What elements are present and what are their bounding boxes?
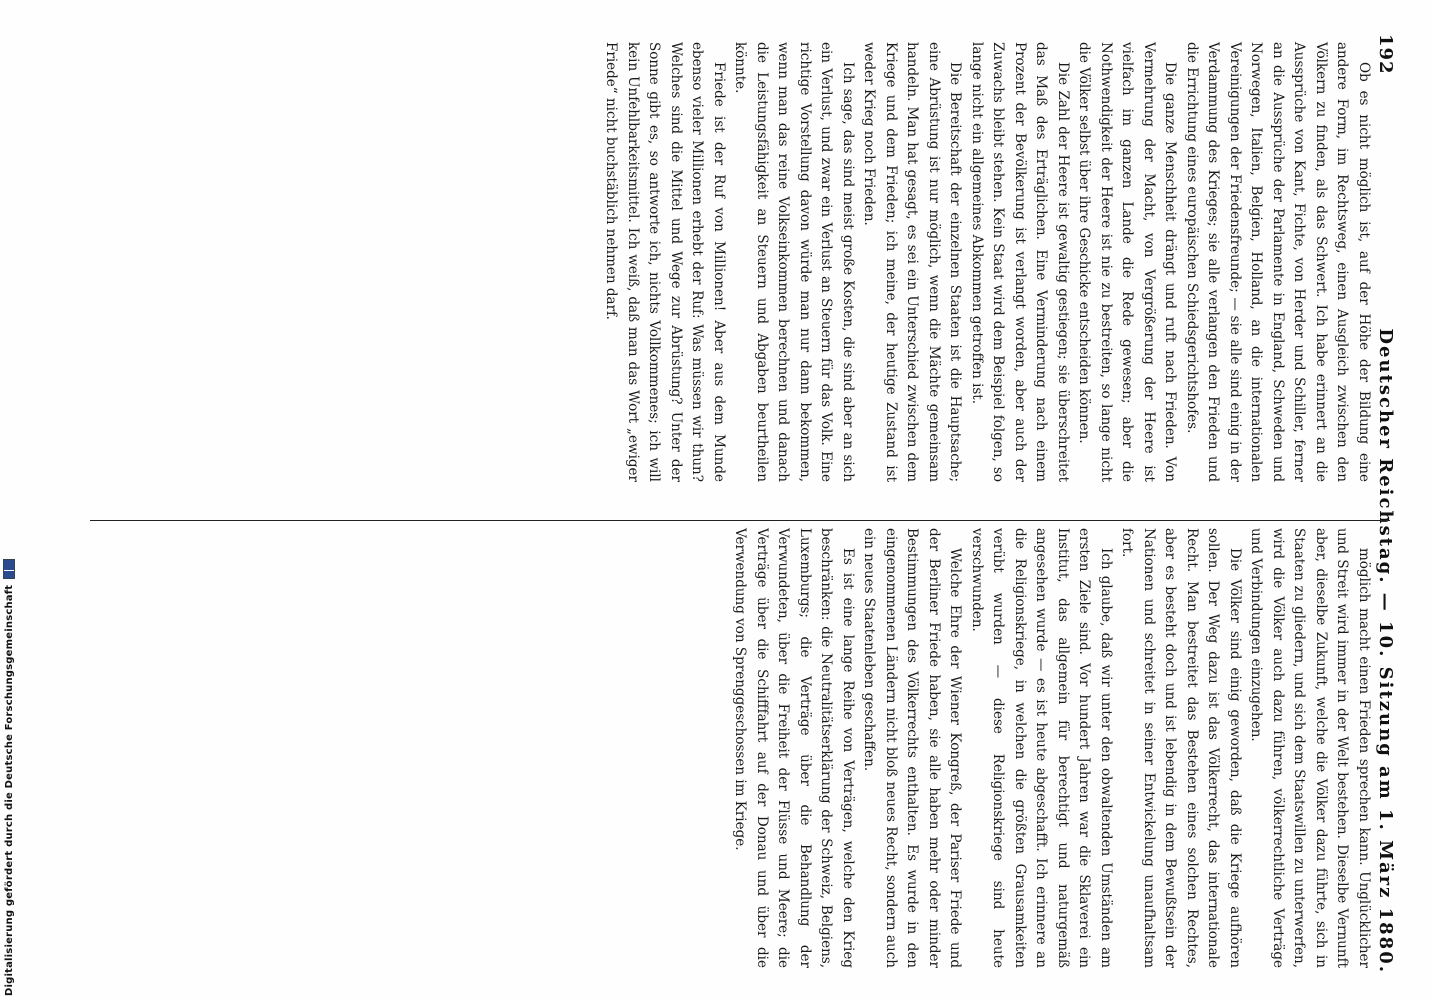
digitization-footer — [2, 6, 16, 996]
page-number: 192 — [1375, 34, 1397, 75]
column-divider — [90, 520, 1390, 521]
page-title: Deutscher Reichstag. — 10. Sitzung am 1. März 1880. — [1375, 328, 1397, 974]
paragraph: Ich sage, das sind meist große Kosten, die sind aber an sich ein Verlust, und zwar ein Verlust an Steuern für das Volk. Eine richtige Vorstellung davon würde man nur dann bekommen, wenn man das reine Volkseinkommen berechnen und danach die Leistungsfähigkeit an Steuern und Abgaben beurtheilen könnte. — [732, 42, 856, 482]
paragraph: möglich macht einen Frieden sprechen kann. Unglücklicher und Streit wird immer in der Welt bestehen. Dieselbe Vernunft aber, dieselbe Zukunft, welche die Völker dazu führte, sich in Staaten zu gliedern, und sich dem Staatswillen zu unterwerfen, wird die Völker auch dazu führen, völkerrechtliche Verträge und Verbindungen einzugehen. — [1248, 528, 1372, 968]
text-column-left — [524, 42, 1374, 482]
paragraph: Ob es nicht möglich ist, auf der Höhe der Bildung eine andere Form, im Rechtsweg, einen Ausgleich zwischen den Völkern zu finden, als das Schwert. Ich habe erinnert an die Aussprüche von Kant, Fichte, von Herder und Schiller, ferner an die Aussprüche der Parlamente in England, Schweden und Norwegen, Italien, Belgien, Holland, an die internationalen Vereinigungen der Friedensfreunde; — sie alle sind einig in der Verdammung des Krieges; sie alle verlangen den Frieden und die Errichtung eines europäischen Schiedsgerichtshofes. — [1184, 42, 1372, 482]
paragraph: Friede ist der Ruf von Millionen! Aber aus dem Munde ebenso vieler Millionen erhebt der Ruf: Was müssen wir thun? Welches sind die Mittel und Wege zur Abrüstung? Unter der Sonne gibt es, so antworte ich, nichts Vollkommenes; ich will kein Unfehlbarkeitsmittel. Ich weiß, daß man das Wort „ewiger Friede“ nicht buchstäblich nehmen darf. — [603, 42, 727, 482]
page-header — [1374, 34, 1398, 974]
paragraph: Ich glaube, daß wir unter den obwaltenden Umständen am ersten Ziele sind. Vor hundert Jahren war die Sklaverei ein Institut, das allgemein für berechtigt und naturgemäß angesehen wurde — es ist heute abgeschafft. Ich erinnere an die Religionskriege, in welchen die größten Grausamkeiten verübt wurden — diese Religionskriege sind heute verschwunden. — [969, 528, 1114, 968]
paragraph: Die Völker sind einig geworden, daß die Kriege aufhören sollen. Der Weg dazu ist das Völkerrecht, das internationale Recht. Man bestreitet das Bestehen eines solchen Rechtes, aber es besteht doch und ist lebendig in dem Bewußtsein der Nationen und schreitet in seiner Entwickelung unaufhaltsam fort. — [1119, 528, 1243, 968]
paragraph: Die Bereitschaft der einzelnen Staaten ist die Hauptsache; eine Abrüstung ist nur möglich, wenn die Mächte gemeinsam handeln. Man hat gesagt, es sei ein Unterschied zwischen dem Kriege und dem Frieden; ich meine, der heutige Zustand ist weder Krieg noch Frieden. — [861, 42, 964, 482]
dfg-logo-icon — [3, 559, 15, 579]
paragraph: Die Zahl der Heere ist gewaltig gestiegen; sie überschreitet das Maß des Erträglichen. Eine Verminderung nach einem Prozent der Bevölkerung ist verlangt worden, aber auch der Zuwachs bleibt stehen. Kein Staat wird dem Beispiel folgen, so lange nicht ein allgemeines Abkommen getroffen ist. — [969, 42, 1071, 482]
text-column-right — [524, 528, 1374, 968]
paragraph: Die ganze Menschheit drängt und ruft nach Frieden. Von Vermehrung der Macht, von Vergrößerung der Heere ist vielfach im ganzen Lande die Rede gewesen; aber die Nothwendigkeit der Heere ist nie zu bestreiten, so lange nicht die Völker selbst über ihre Geschicke entscheiden können. — [1076, 42, 1179, 482]
paragraph: Es ist eine lange Reihe von Verträgen, welche den Krieg beschränken: die Neutralitätserklärung der Schweiz, Belgiens, Luxemburgs; die Verträge über die Behandlung der Verwundeten, über die Freiheit der Flüsse und Meere; die Verträge über die Schifffahrt auf der Donau und über die Verwendung von Sprenggeschossen im Kriege. — [732, 528, 856, 968]
footer-text: Digitalisierung gefördert durch die Deutsche Forschungsgemeinschaft — [3, 584, 15, 996]
paragraph: Welche Ehre der Wiener Kongreß, der Pariser Friede und der Berliner Friede haben, sie alle haben mehr oder minder Bestimmungen des Völkerrechts enthalten. Es wurde in den eingenommenen Ländern nicht bloß neues Recht, sondern auch ein neues Staatenleben geschaffen. — [861, 528, 964, 968]
